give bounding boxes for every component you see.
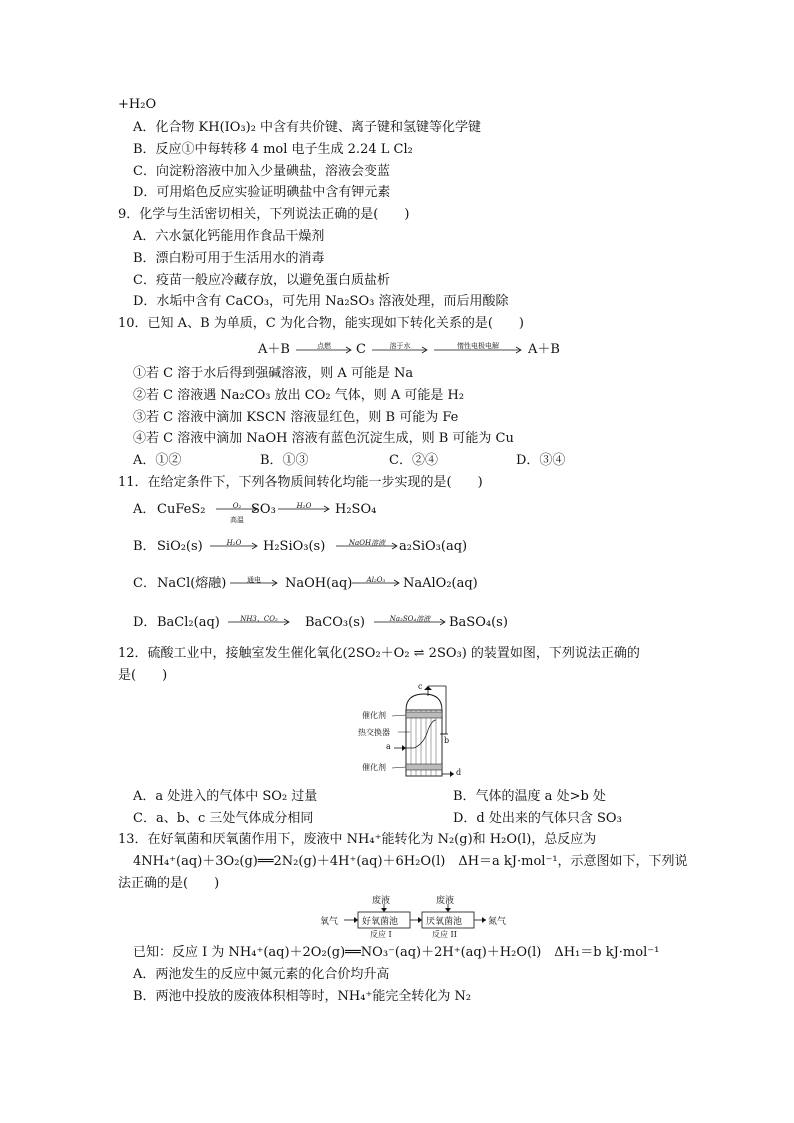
species: a₂SiO₃(aq) bbox=[399, 539, 468, 554]
arrow-condition: H₂O bbox=[226, 539, 242, 547]
option-letter: C． bbox=[133, 576, 156, 591]
q11-option-d bbox=[133, 611, 553, 633]
reactor-figure bbox=[358, 684, 478, 784]
q9-stem: 9．化学与生活密切相关，下列说法正确的是( ) bbox=[118, 207, 410, 222]
q8-option-b: B．反应①中每转移 4 mol 电子生成 2.24 L Cl₂ bbox=[133, 142, 413, 157]
option-letter: A． bbox=[133, 502, 156, 517]
reaction-arrow bbox=[277, 498, 331, 520]
scheme-arrow-1-label: 点燃 bbox=[317, 342, 331, 350]
q12-option-d: D．d 处出来的气体只含 SO₃ bbox=[453, 811, 622, 826]
q10-option-b: B．①③ bbox=[260, 453, 309, 468]
label-anaerobic-pool: 厌氧菌池 bbox=[426, 917, 463, 927]
q9-option-a: A．六水氯化钙能用作食品干燥剂 bbox=[133, 229, 325, 244]
label-reaction-1: 反应 I bbox=[370, 930, 392, 939]
label-oxygen: 氧气 bbox=[320, 917, 339, 927]
label-aerobic-pool: 好氧菌池 bbox=[362, 917, 399, 927]
q8-option-a: A．化合物 KH(IO₃)₂ 中含有共价键、离子键和氢键等化学键 bbox=[133, 120, 482, 135]
q9-option-b: B．漂白粉可用于生活用水的消毒 bbox=[133, 251, 325, 266]
q13-known: 已知：反应 I 为 NH₄⁺(aq)＋2O₂(g)══NO₃⁻(aq)＋2H⁺(aq)＋H₂O(l) ΔH₁＝b kJ·mol⁻¹ bbox=[133, 945, 660, 960]
option-letter: D． bbox=[133, 615, 157, 630]
q13-option-a: A．两池发生的反应中氮元素的化合价均升高 bbox=[133, 967, 390, 982]
q13-option-b: B．两池中投放的废液体积相等时，NH₄⁺能完全转化为 N₂ bbox=[133, 989, 472, 1004]
label-waste-2: 废液 bbox=[436, 896, 455, 906]
q10-statement-1: ①若 C 溶于水后得到强碱溶液，则 A 可能是 Na bbox=[133, 366, 414, 381]
reaction-arrow bbox=[227, 611, 291, 633]
species: H₂SO₄ bbox=[335, 502, 377, 517]
scheme-end: A＋B bbox=[528, 342, 560, 357]
q12-stem-cont: 是( ) bbox=[118, 668, 168, 683]
q10-option-d: D．③④ bbox=[516, 453, 566, 468]
reaction-arrow bbox=[209, 535, 259, 557]
scheme-arrow-2-label: 溶于水 bbox=[389, 342, 411, 350]
label-waste-1: 废液 bbox=[372, 896, 391, 906]
label-catalyst-top: 催化剂 bbox=[362, 711, 386, 720]
scheme-arrow-3-label: 惰性电极电解 bbox=[457, 342, 499, 350]
q10-option-a: A．①② bbox=[133, 453, 182, 468]
arrow-condition: 通电 bbox=[247, 576, 261, 584]
arrow-condition: NH3、CO₂ bbox=[240, 615, 278, 623]
species: BaCl₂(aq) bbox=[157, 615, 220, 630]
scheme-start: A＋B bbox=[258, 342, 290, 357]
q13-equation: 4NH₄⁺(aq)＋3O₂(g)══2N₂(g)＋4H⁺(aq)＋6H₂O(l) ΔH＝a kJ·mol⁻¹，示意图如下，下列说 bbox=[133, 854, 688, 869]
q12-stem: 12．硫酸工业中，接触室发生催化氧化(2SO₂＋O₂ ⇌ 2SO₃) 的装置如图，下列说法正确的 bbox=[118, 646, 640, 661]
label-reaction-2: 反应 II bbox=[432, 930, 457, 939]
q10-scheme bbox=[258, 340, 578, 360]
q12-option-c: C．a、b、c 三处气体成分相同 bbox=[133, 811, 314, 826]
species: NaAlO₂(aq) bbox=[403, 576, 478, 591]
label-c: c bbox=[418, 682, 423, 691]
label-catalyst-bottom: 催化剂 bbox=[362, 763, 386, 772]
species: NaCl(熔融) bbox=[157, 576, 227, 591]
q13-stem: 13．在好氧菌和厌氧菌作用下，废液中 NH₄⁺能转化为 N₂(g)和 H₂O(l)，总反应为 bbox=[118, 832, 597, 847]
species: NaOH(aq) bbox=[285, 576, 353, 591]
arrow-condition: Na₂SO₄溶液 bbox=[389, 615, 431, 623]
scheme-arrow-3 bbox=[432, 340, 524, 358]
q13-stem-cont: 法正确的是( ) bbox=[118, 876, 220, 891]
arrow-condition: H₂O bbox=[296, 502, 312, 510]
label-b: b bbox=[444, 736, 450, 745]
species: SO₃ bbox=[251, 502, 276, 517]
option-letter: B． bbox=[133, 539, 156, 554]
q8-option-c: C．向淀粉溶液中加入少量碘盐，溶液会变蓝 bbox=[133, 164, 390, 179]
scheme-arrow-1 bbox=[294, 340, 354, 358]
q10-statement-2: ②若 C 溶液遇 Na₂CO₃ 放出 CO₂ 气体，则 A 可能是 H₂ bbox=[133, 388, 465, 403]
q10-statement-3: ③若 C 溶液中滴加 KSCN 溶液显红色，则 B 可能为 Fe bbox=[133, 410, 459, 425]
reaction-arrow bbox=[229, 572, 279, 594]
label-nitrogen: 氮气 bbox=[488, 917, 507, 927]
species: CuFeS₂ bbox=[157, 502, 206, 517]
q11-option-a bbox=[133, 498, 553, 524]
q11-option-c bbox=[133, 572, 553, 594]
arrow-condition: Al₂O₃ bbox=[366, 576, 386, 584]
q10-stem: 10．已知 A、B 为单质，C 为化合物，能实现如下转化关系的是( ) bbox=[118, 316, 524, 331]
reaction-arrow bbox=[373, 611, 447, 633]
q8-option-d: D．可用焰色反应实验证明碘盐中含有钾元素 bbox=[133, 185, 391, 200]
species: SiO₂(s) bbox=[157, 539, 203, 554]
q9-option-d: D．水垢中含有 CaCO₃，可先用 Na₂SO₃ 溶液处理，而后用酸除 bbox=[133, 294, 509, 309]
arrow-condition: NaOH溶液 bbox=[348, 539, 386, 547]
reaction-arrow bbox=[351, 572, 401, 594]
q12-option-b: B．气体的温度 a 处>b 处 bbox=[453, 789, 606, 804]
scheme-mid: C bbox=[356, 342, 366, 357]
q12-option-a: A．a 处进入的气体中 SO₂ 过量 bbox=[133, 789, 318, 804]
species: BaSO₄(s) bbox=[449, 615, 508, 630]
species: H₂SiO₃(s) bbox=[263, 539, 326, 554]
label-heat-exchanger: 热交换器 bbox=[358, 728, 390, 737]
q10-option-c: C．②④ bbox=[389, 453, 438, 468]
q11-stem: 11．在给定条件下，下列各物质间转化均能一步实现的是( ) bbox=[118, 475, 483, 490]
continued-line: +H₂O bbox=[118, 97, 157, 112]
q10-statement-4: ④若 C 溶液中滴加 NaOH 溶液有蓝色沉淀生成，则 B 可能为 Cu bbox=[133, 431, 514, 446]
species: BaCO₃(s) bbox=[305, 615, 365, 630]
q11-option-b bbox=[133, 535, 553, 557]
arrow-condition-below: 高温 bbox=[230, 516, 244, 524]
scheme-arrow-2 bbox=[370, 340, 430, 358]
label-a: a bbox=[386, 742, 391, 751]
reaction-arrow bbox=[335, 535, 399, 557]
q13-schematic bbox=[318, 892, 518, 940]
label-d: d bbox=[456, 768, 462, 777]
q9-option-c: C．疫苗一般应冷藏存放，以避免蛋白质盐析 bbox=[133, 273, 390, 288]
arrow-condition: O₂ bbox=[232, 502, 242, 510]
